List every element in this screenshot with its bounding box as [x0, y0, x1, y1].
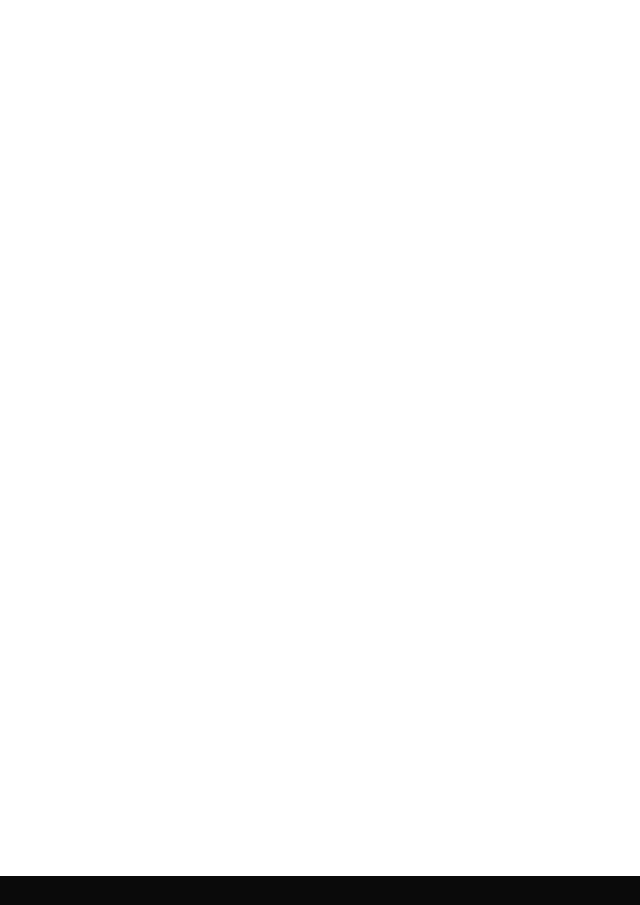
scan-bottom-edge: [0, 876, 640, 905]
